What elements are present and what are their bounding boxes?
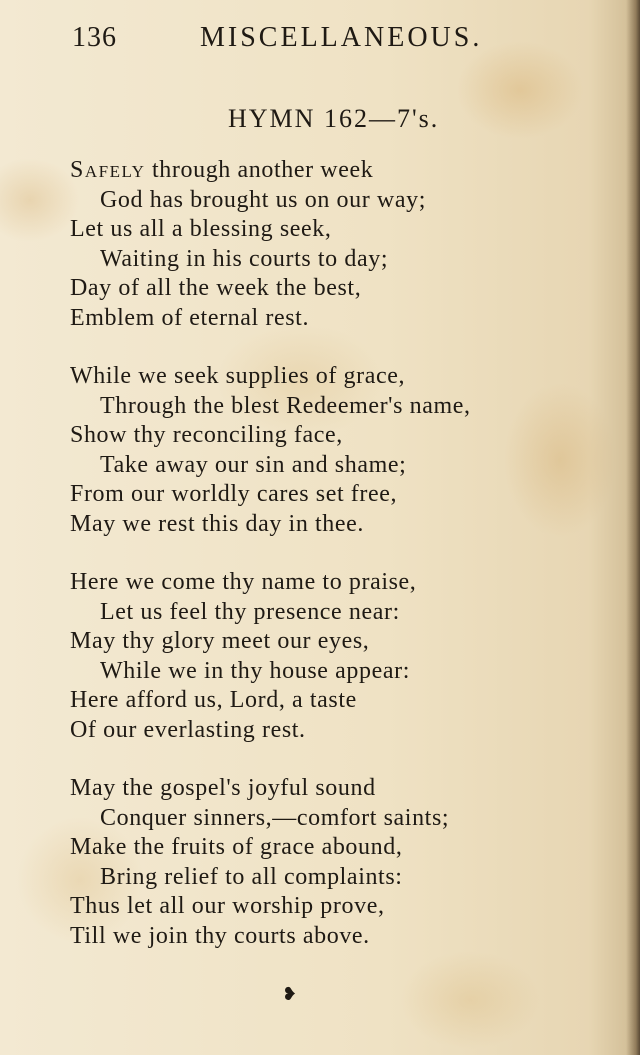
verse-line: Waiting in his courts to day; — [100, 245, 389, 272]
first-word: Safely — [70, 157, 146, 183]
verse-line: Make the fruits of grace abound, — [70, 834, 403, 860]
verse-line: May the gospel's joyful sound — [70, 775, 376, 801]
verse-line: Here afford us, Lord, a taste — [70, 687, 357, 713]
verse-line: Let us all a blessing seek, — [70, 216, 332, 242]
verse-line: Emblem of eternal rest. — [70, 304, 310, 331]
verse-3 — [70, 568, 610, 745]
page-edge-shadow — [626, 0, 640, 1055]
first-line-rest: through another week — [145, 157, 374, 183]
verse-line: Here we come thy name to praise, — [70, 569, 417, 595]
verse-2 — [70, 362, 610, 539]
verse-line: From our worldly cares set free, — [70, 481, 398, 507]
ornament-icon: ❥ — [282, 984, 298, 1004]
verse-1 — [70, 156, 610, 333]
verse-line — [70, 156, 610, 186]
verse-line: Let us feel thy presence near: — [100, 598, 400, 625]
verse-line: Show thy reconciling face, — [70, 422, 343, 448]
verse-line: While we seek supplies of grace, — [70, 363, 406, 389]
verse-line: May thy glory meet our eyes, — [70, 628, 370, 654]
verse-line: While we in thy house appear: — [100, 657, 410, 684]
verse-line: Till we join thy courts above. — [70, 922, 370, 949]
verse-line: Bring relief to all complaints: — [100, 863, 403, 890]
verse-line: Conquer sinners,—comfort saints; — [100, 804, 450, 831]
page-number: 136 — [72, 22, 117, 53]
running-head: MISCELLANEOUS. — [200, 22, 483, 53]
verse-line: May we rest this day in thee. — [70, 510, 364, 537]
verse-line: Through the blest Redeemer's name, — [100, 392, 471, 419]
verse-line: Of our everlasting rest. — [70, 716, 306, 743]
verse-line: Take away our sin and shame; — [100, 451, 407, 478]
page-header — [72, 22, 512, 62]
hymn-title: HYMN 162—7's. — [228, 104, 440, 133]
verse-line: Day of all the week the best, — [70, 275, 362, 301]
verse-line: God has brought us on our way; — [100, 186, 426, 213]
verse-4 — [70, 774, 610, 951]
hymn-body — [70, 156, 610, 980]
verse-line: Thus let all our worship prove, — [70, 893, 385, 919]
